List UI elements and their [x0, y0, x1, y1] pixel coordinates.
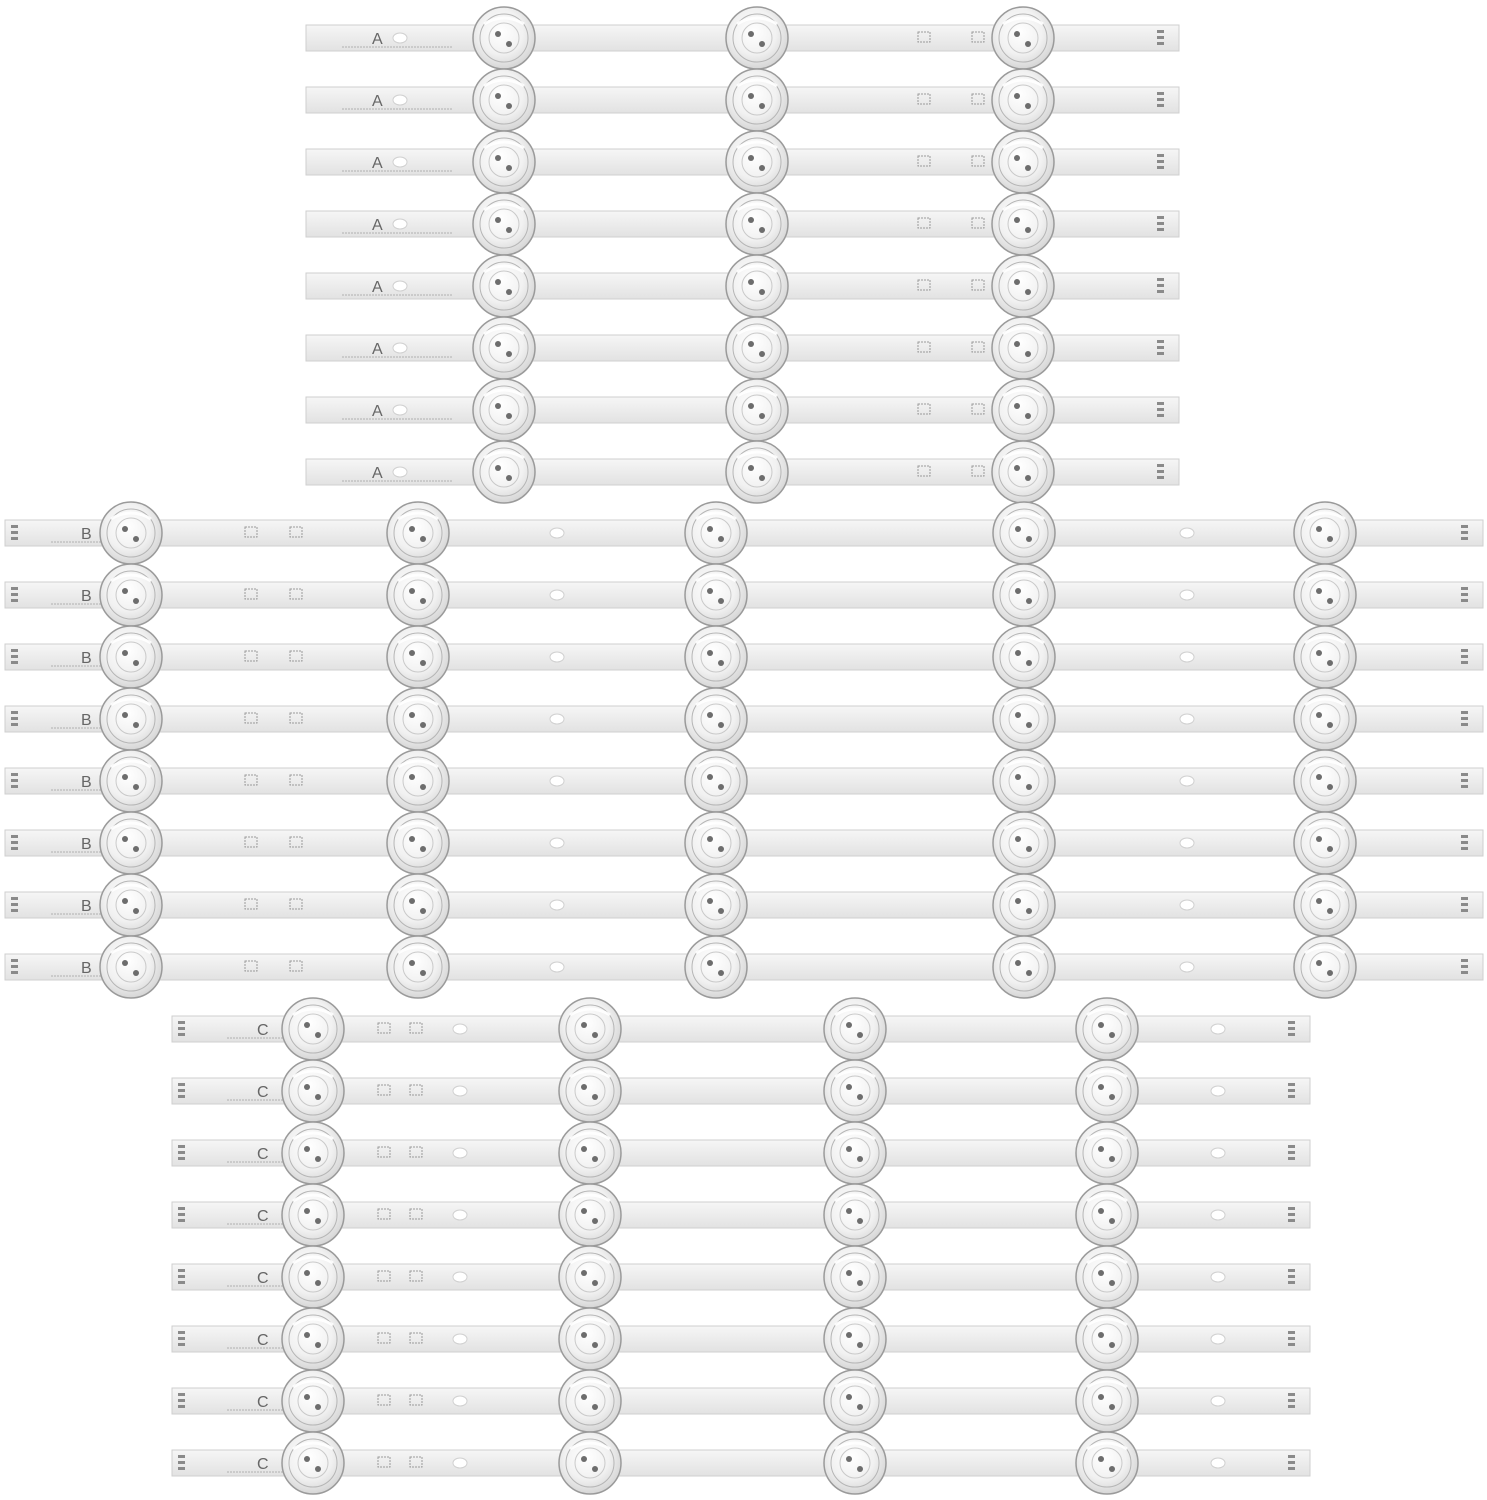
- mounting-hole: [1211, 1396, 1225, 1406]
- led-lens: [992, 441, 1054, 503]
- led-lens: [685, 688, 747, 750]
- mounting-hole: [393, 405, 407, 415]
- connector-pins: [1288, 1455, 1295, 1470]
- led-lens: [387, 750, 449, 812]
- led-lens: [992, 379, 1054, 441]
- mounting-hole: [1211, 1148, 1225, 1158]
- connector-pins: [1157, 340, 1164, 355]
- strip-letter-label: B: [81, 588, 92, 605]
- mounting-hole: [453, 1334, 467, 1344]
- connector-pins: [11, 773, 18, 788]
- led-lens: [100, 688, 162, 750]
- led-lens: [1294, 874, 1356, 936]
- led-lens: [559, 1370, 621, 1432]
- connector-pins: [1288, 1269, 1295, 1284]
- mounting-hole: [550, 652, 564, 662]
- strip-letter-label: C: [257, 1270, 269, 1287]
- led-lens: [992, 317, 1054, 379]
- strip-letter-label: C: [257, 1332, 269, 1349]
- strip-letter-label: A: [372, 403, 383, 420]
- led-lens: [282, 1246, 344, 1308]
- led-lens: [282, 1432, 344, 1494]
- strip-letter-label: B: [81, 836, 92, 853]
- led-lens: [993, 502, 1055, 564]
- led-lens: [992, 255, 1054, 317]
- led-lens: [559, 1060, 621, 1122]
- connector-pins: [11, 711, 18, 726]
- led-lens: [1294, 688, 1356, 750]
- mounting-hole: [1211, 1334, 1225, 1344]
- led-lens: [387, 874, 449, 936]
- strip-letter-label: A: [372, 155, 383, 172]
- mounting-hole: [453, 1086, 467, 1096]
- strip-letter-label: C: [257, 1084, 269, 1101]
- led-lens: [473, 7, 535, 69]
- led-lens: [824, 1122, 886, 1184]
- led-lens: [473, 379, 535, 441]
- strip-letter-label: B: [81, 960, 92, 977]
- led-lens: [473, 193, 535, 255]
- led-lens: [824, 1184, 886, 1246]
- mounting-hole: [550, 590, 564, 600]
- led-lens: [993, 564, 1055, 626]
- connector-pins: [178, 1269, 185, 1284]
- led-lens: [824, 1246, 886, 1308]
- connector-pins: [1288, 1021, 1295, 1036]
- led-lens: [559, 1432, 621, 1494]
- mounting-hole: [1180, 962, 1194, 972]
- connector-pins: [1157, 278, 1164, 293]
- led-lens: [992, 193, 1054, 255]
- led-lens: [685, 502, 747, 564]
- mounting-hole: [393, 95, 407, 105]
- led-lens: [387, 564, 449, 626]
- led-lens: [685, 626, 747, 688]
- mounting-hole: [453, 1210, 467, 1220]
- strip-letter-label: A: [372, 31, 383, 48]
- mounting-hole: [550, 962, 564, 972]
- led-lens: [559, 1246, 621, 1308]
- led-lens: [282, 1184, 344, 1246]
- mounting-hole: [1180, 528, 1194, 538]
- led-lens: [559, 1308, 621, 1370]
- connector-pins: [178, 1455, 185, 1470]
- led-lens: [1076, 1308, 1138, 1370]
- led-lens: [726, 379, 788, 441]
- strip-letter-label: A: [372, 465, 383, 482]
- led-lens: [100, 874, 162, 936]
- connector-pins: [1461, 587, 1468, 602]
- mounting-hole: [1211, 1272, 1225, 1282]
- connector-pins: [1288, 1145, 1295, 1160]
- led-lens: [1076, 1184, 1138, 1246]
- led-lens: [282, 1122, 344, 1184]
- led-lens: [1076, 1370, 1138, 1432]
- mounting-hole: [1180, 590, 1194, 600]
- mounting-hole: [1211, 1024, 1225, 1034]
- strip-letter-label: A: [372, 341, 383, 358]
- strip-letter-label: C: [257, 1394, 269, 1411]
- led-lens: [1294, 502, 1356, 564]
- mounting-hole: [1211, 1086, 1225, 1096]
- connector-pins: [11, 835, 18, 850]
- led-lens: [473, 69, 535, 131]
- connector-pins: [178, 1331, 185, 1346]
- connector-pins: [1157, 402, 1164, 417]
- connector-pins: [1157, 464, 1164, 479]
- led-lens: [726, 131, 788, 193]
- led-lens: [100, 812, 162, 874]
- connector-pins: [11, 649, 18, 664]
- led-lens: [1076, 998, 1138, 1060]
- led-lens: [473, 255, 535, 317]
- led-lens: [824, 1060, 886, 1122]
- led-lens: [685, 936, 747, 998]
- mounting-hole: [393, 219, 407, 229]
- mounting-hole: [393, 281, 407, 291]
- led-lens: [992, 69, 1054, 131]
- connector-pins: [1288, 1207, 1295, 1222]
- led-lens: [685, 812, 747, 874]
- connector-pins: [1461, 897, 1468, 912]
- led-lens: [1294, 750, 1356, 812]
- mounting-hole: [550, 528, 564, 538]
- strip-letter-label: C: [257, 1456, 269, 1473]
- connector-pins: [178, 1393, 185, 1408]
- led-lens: [387, 502, 449, 564]
- connector-pins: [1157, 30, 1164, 45]
- led-lens: [282, 1308, 344, 1370]
- mounting-hole: [550, 776, 564, 786]
- led-lens: [726, 193, 788, 255]
- connector-pins: [1461, 649, 1468, 664]
- strip-letter-label: B: [81, 526, 92, 543]
- strip-letter-label: A: [372, 93, 383, 110]
- connector-pins: [11, 525, 18, 540]
- strip-letter-label: A: [372, 279, 383, 296]
- led-lens: [1294, 564, 1356, 626]
- led-lens: [473, 317, 535, 379]
- strip-letter-label: A: [372, 217, 383, 234]
- led-lens: [993, 812, 1055, 874]
- mounting-hole: [1180, 776, 1194, 786]
- mounting-hole: [550, 714, 564, 724]
- led-lens: [993, 936, 1055, 998]
- mounting-hole: [1180, 652, 1194, 662]
- led-lens: [1294, 812, 1356, 874]
- connector-pins: [1461, 835, 1468, 850]
- connector-pins: [1461, 525, 1468, 540]
- led-lens: [559, 1122, 621, 1184]
- led-lens: [726, 69, 788, 131]
- led-lens: [726, 7, 788, 69]
- led-lens: [824, 1432, 886, 1494]
- mounting-hole: [393, 467, 407, 477]
- led-lens: [387, 936, 449, 998]
- connector-pins: [178, 1083, 185, 1098]
- led-lens: [1076, 1060, 1138, 1122]
- led-lens: [100, 502, 162, 564]
- led-lens: [726, 441, 788, 503]
- connector-pins: [1461, 773, 1468, 788]
- strip-letter-label: C: [257, 1208, 269, 1225]
- strip-letter-label: B: [81, 650, 92, 667]
- strip-letter-label: C: [257, 1022, 269, 1039]
- led-lens: [726, 255, 788, 317]
- mounting-hole: [1211, 1458, 1225, 1468]
- mounting-hole: [453, 1148, 467, 1158]
- connector-pins: [1288, 1331, 1295, 1346]
- led-lens: [559, 998, 621, 1060]
- connector-pins: [11, 897, 18, 912]
- led-lens: [282, 1060, 344, 1122]
- connector-pins: [1288, 1393, 1295, 1408]
- led-lens: [685, 874, 747, 936]
- led-lens: [1294, 936, 1356, 998]
- led-lens: [824, 1308, 886, 1370]
- mounting-hole: [1211, 1210, 1225, 1220]
- led-lens: [387, 812, 449, 874]
- led-lens: [824, 1370, 886, 1432]
- led-lens: [1076, 1246, 1138, 1308]
- led-lens: [992, 7, 1054, 69]
- led-lens: [726, 317, 788, 379]
- led-lens: [100, 626, 162, 688]
- led-lens: [1076, 1122, 1138, 1184]
- led-lens: [387, 626, 449, 688]
- strip-letter-label: C: [257, 1146, 269, 1163]
- connector-pins: [1461, 959, 1468, 974]
- led-lens: [559, 1184, 621, 1246]
- mounting-hole: [393, 343, 407, 353]
- mounting-hole: [1180, 714, 1194, 724]
- connector-pins: [1288, 1083, 1295, 1098]
- led-lens: [473, 441, 535, 503]
- connector-pins: [11, 587, 18, 602]
- led-lens: [685, 750, 747, 812]
- mounting-hole: [453, 1024, 467, 1034]
- mounting-hole: [453, 1458, 467, 1468]
- led-lens: [282, 1370, 344, 1432]
- mounting-hole: [550, 900, 564, 910]
- strip-letter-label: B: [81, 774, 92, 791]
- led-lens: [993, 688, 1055, 750]
- led-lens: [993, 874, 1055, 936]
- led-lens: [993, 626, 1055, 688]
- mounting-hole: [453, 1396, 467, 1406]
- led-lens: [1076, 1432, 1138, 1494]
- connector-pins: [1157, 154, 1164, 169]
- mounting-hole: [393, 157, 407, 167]
- led-lens: [1294, 626, 1356, 688]
- mounting-hole: [1180, 900, 1194, 910]
- led-lens: [473, 131, 535, 193]
- connector-pins: [178, 1021, 185, 1036]
- strip-letter-label: B: [81, 898, 92, 915]
- led-lens: [993, 750, 1055, 812]
- connector-pins: [11, 959, 18, 974]
- led-lens: [387, 688, 449, 750]
- connector-pins: [1461, 711, 1468, 726]
- strip-letter-label: B: [81, 712, 92, 729]
- led-lens: [100, 750, 162, 812]
- led-lens: [824, 998, 886, 1060]
- connector-pins: [1157, 92, 1164, 107]
- mounting-hole: [1180, 838, 1194, 848]
- mounting-hole: [393, 33, 407, 43]
- mounting-hole: [453, 1272, 467, 1282]
- led-lens: [282, 998, 344, 1060]
- connector-pins: [1157, 216, 1164, 231]
- led-lens: [992, 131, 1054, 193]
- connector-pins: [178, 1207, 185, 1222]
- led-lens: [100, 936, 162, 998]
- led-lens: [100, 564, 162, 626]
- led-lens: [685, 564, 747, 626]
- connector-pins: [178, 1145, 185, 1160]
- mounting-hole: [550, 838, 564, 848]
